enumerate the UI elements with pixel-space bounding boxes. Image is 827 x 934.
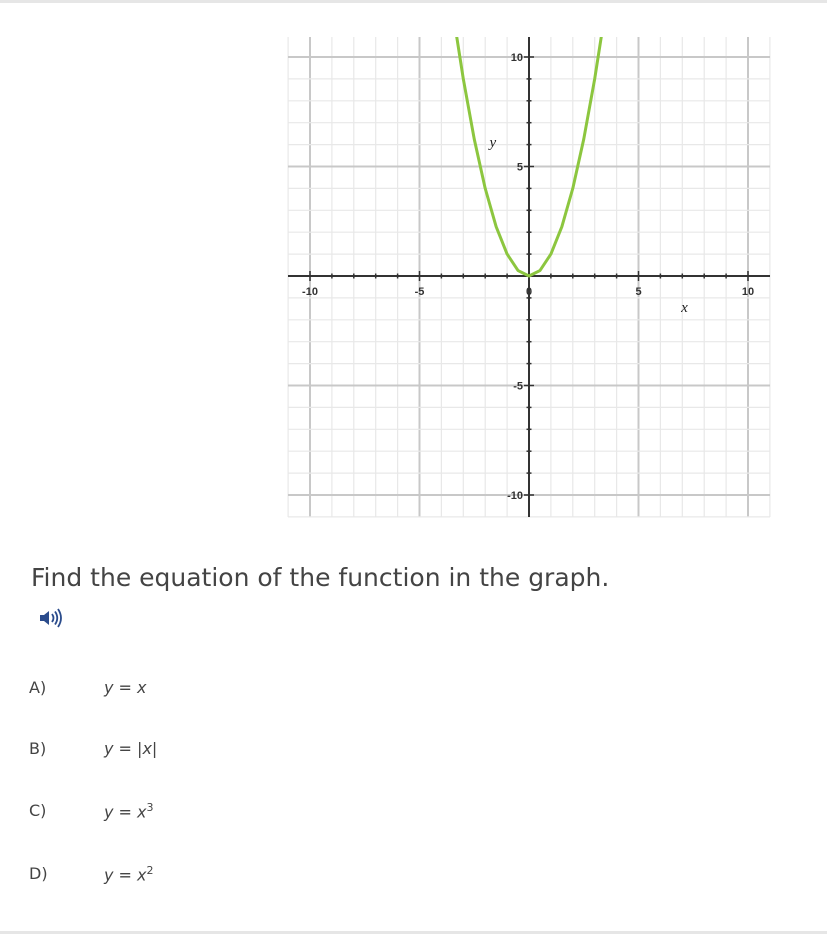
eq-exponent: 3 [146,801,154,814]
choice-letter: B) [29,739,47,758]
eq-lhs: y [104,739,114,758]
choice-letter: C) [29,801,47,820]
y-tick-label: -5 [513,380,523,393]
y-axis-label: y [489,134,497,151]
choice-letter: D) [29,864,48,883]
eq-rhs: x [142,739,152,758]
choice-a[interactable] [0,678,500,718]
speaker-icon-svg [38,606,66,630]
chart-svg [280,33,780,523]
eq-exponent: 2 [146,864,154,877]
x-tick-label: 10 [741,286,755,298]
choice-c[interactable] [0,801,500,841]
eq-lhs: y [104,678,114,697]
eq-rhs: x [137,678,147,697]
eq-lhs: y [104,865,114,885]
choice-equation [104,739,157,758]
eq-sign: = | [113,739,143,758]
choice-equation [104,801,154,821]
choice-equation [104,678,147,697]
eq-sign: = [113,678,138,697]
x-tick-label: 0 [525,286,533,298]
eq-rhs: x [137,802,147,822]
x-axis-label: x [681,300,688,316]
eq-rhs: x [137,865,147,885]
choice-d[interactable] [0,864,500,904]
eq-lhs: y [104,802,114,822]
question-text: Find the equation of the function in the graph. [31,563,610,592]
speaker-icon[interactable] [38,606,66,630]
x-tick-label: 5 [635,286,642,298]
x-tick-label: -5 [414,286,425,298]
choice-letter: A) [29,678,47,697]
choice-b[interactable] [0,739,500,779]
choice-equation [104,864,154,884]
y-tick-label: -10 [507,490,523,502]
eq-sign: = [113,802,138,822]
y-tick-label: 10 [510,52,523,64]
function-graph [280,33,780,523]
eq-abs-bar: | [151,739,158,758]
y-tick-label: 5 [516,161,523,174]
eq-sign: = [113,865,138,885]
x-tick-label: -10 [302,286,318,298]
